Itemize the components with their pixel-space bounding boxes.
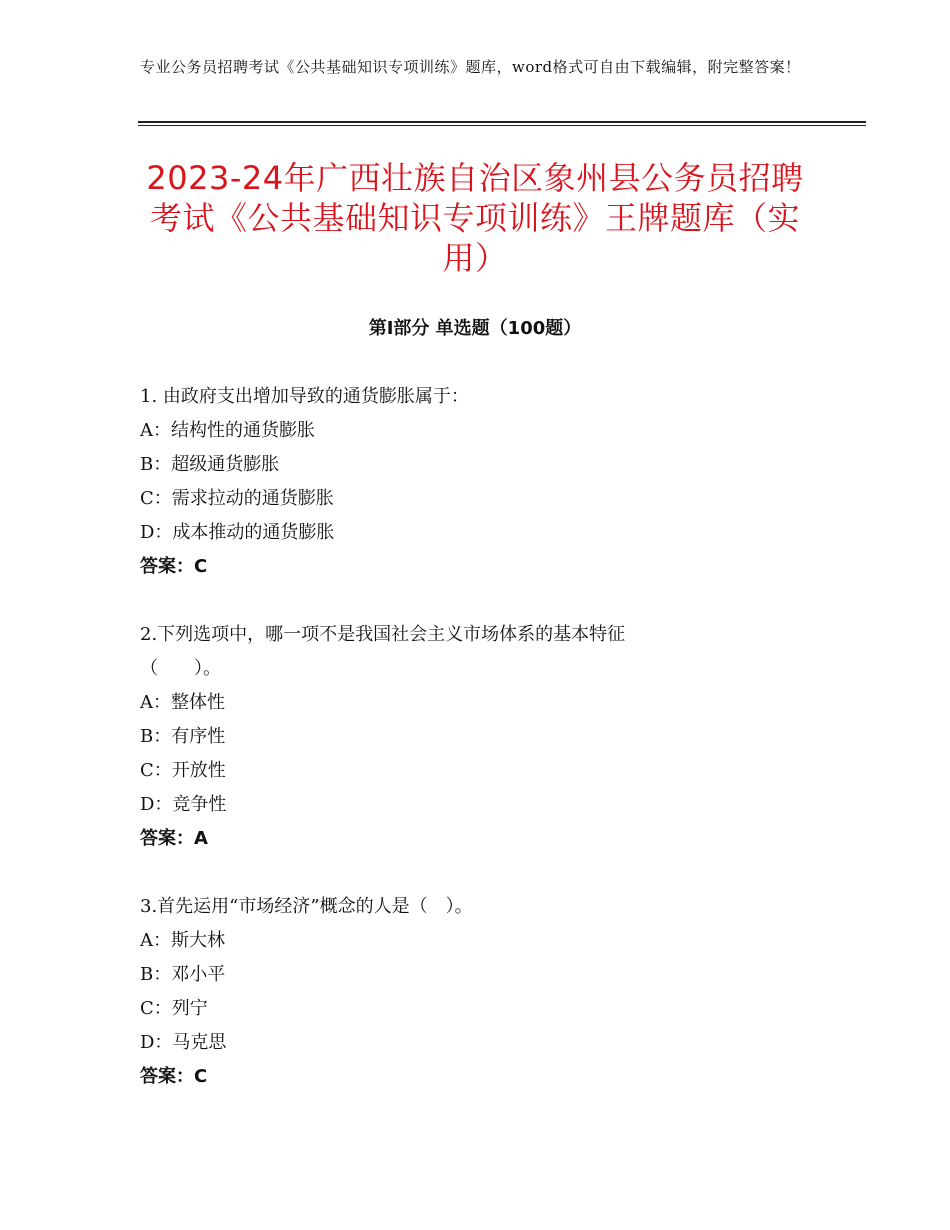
option-d: D：竞争性	[140, 794, 227, 815]
question-1	[140, 380, 840, 584]
header-divider-thick	[138, 121, 866, 123]
option-b: B：超级通货膨胀	[140, 454, 280, 475]
question-stem: 3.首先运用“市场经济”概念的人是（ ）。	[140, 896, 473, 917]
option-b: B：邓小平	[140, 964, 226, 985]
header-divider-thin	[138, 125, 866, 126]
answer: 答案：A	[140, 828, 208, 849]
answer: 答案：C	[140, 556, 208, 577]
option-b: B：有序性	[140, 726, 226, 747]
section-title: 第Ⅰ部分 单选题（100题）	[368, 318, 582, 339]
option-a: A：斯大林	[140, 930, 225, 951]
question-stem-continued: （ ）。	[140, 658, 221, 679]
option-d: D：成本推动的通货膨胀	[140, 522, 335, 543]
option-c: C：列宁	[140, 998, 208, 1019]
question-stem: 1. 由政府支出增加导致的通货膨胀属于：	[140, 386, 469, 407]
header-note: 专业公务员招聘考试《公共基础知识专项训练》题库，word格式可自由下载编辑，附完整答案！	[140, 58, 801, 76]
option-c: C：开放性	[140, 760, 226, 781]
answer: 答案：C	[140, 1066, 208, 1087]
option-d: D：马克思	[140, 1032, 227, 1053]
document-title: 2023-24年广西壮族自治区象州县公务员招聘考试《公共基础知识专项训练》王牌题库（实用）	[146, 159, 804, 277]
question-stem: 2.下列选项中，哪一项不是我国社会主义市场体系的基本特征	[140, 624, 626, 645]
option-c: C：需求拉动的通货膨胀	[140, 488, 334, 509]
option-a: A：结构性的通货膨胀	[140, 420, 315, 441]
question-3	[140, 890, 840, 1094]
question-2	[140, 618, 840, 856]
option-a: A：整体性	[140, 692, 225, 713]
